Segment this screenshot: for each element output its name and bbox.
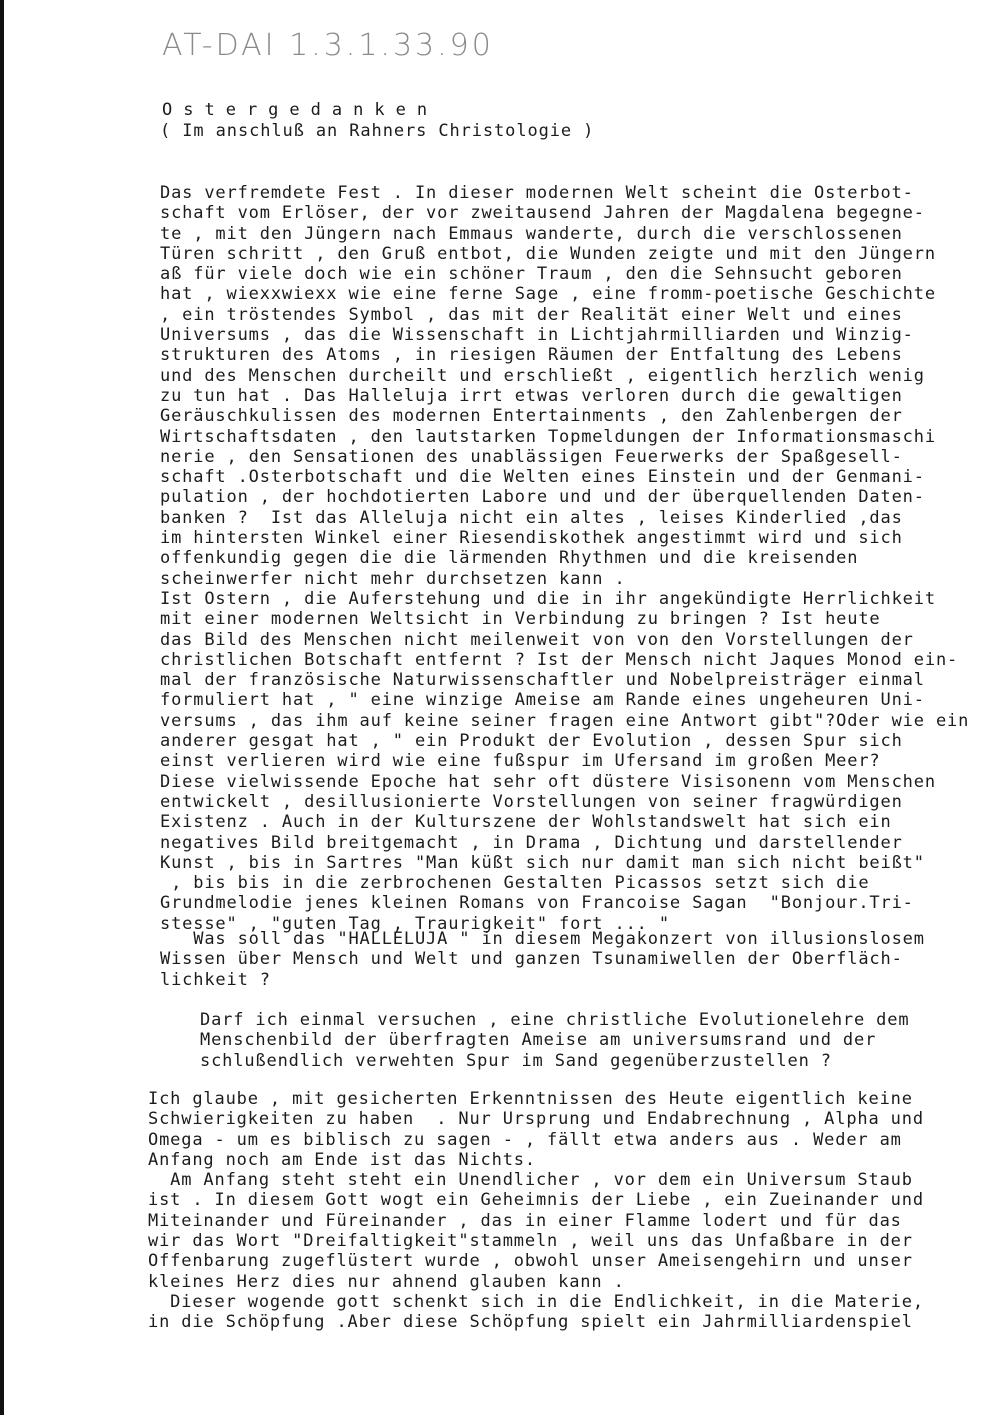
text-line: anderer gesgat hat , " ein Produkt der Evolution , dessen Spur sich bbox=[160, 731, 903, 752]
text-line: Menschenbild der überfragten Ameise am universumsrand und der bbox=[200, 1030, 877, 1051]
text-line: mal der französische Naturwissenschaftler und Nobelpreisträger einmal bbox=[160, 670, 925, 691]
text-line: Darf ich einmal versuchen , eine christliche Evolutionelehre dem bbox=[200, 1010, 910, 1030]
text-line: Offenbarung zugeflüstert wurde , obwohl unser Ameisengehirn und unser bbox=[148, 1251, 913, 1272]
text-line: entwickelt , desillusionierte Vorstellungen von seiner fragwürdigen bbox=[160, 791, 903, 812]
text-line: Existenz . Auch in der Kulturszene der Wohlstandswelt hat sich ein bbox=[160, 812, 892, 833]
text-line: schlußendlich verwehten Spur im Sand gegenüberzustellen ? bbox=[200, 1050, 832, 1071]
text-line: schaft vom Erlöser, der vor zweitausend Jahren der Magdalena begegne- bbox=[160, 203, 925, 224]
text-line: ist . In diesem Gott wogt ein Geheimnis der Liebe , ein Zueinander und bbox=[148, 1190, 924, 1211]
text-line: Omega - um es biblisch zu sagen - , fällt etwa anders aus . Weder am bbox=[148, 1129, 902, 1150]
paragraph-halleluja bbox=[160, 929, 925, 990]
text-line: Wirtschaftsdaten , den lautstarken Topmeldungen der Informationsmaschi bbox=[160, 426, 936, 447]
text-line: Universums , das die Wissenschaft in Lichtjahrmilliarden und Winzig- bbox=[160, 325, 914, 346]
text-line: und des Menschen durcheilt und erschließt , eigentlich herzlich wenig bbox=[160, 365, 925, 386]
text-line: Anfang noch am Ende ist das Nichts. bbox=[148, 1149, 536, 1170]
text-line: , ein tröstendes Symbol , das mit der Realität einer Welt und eines bbox=[160, 304, 903, 325]
page-title: Ostergedanken bbox=[162, 100, 439, 120]
text-line: im hintersten Winkel einer Riesendiskothek angestimmt wird und sich bbox=[160, 528, 903, 549]
scan-edge bbox=[0, 0, 4, 1415]
text-line: stesse" , "guten Tag , Traurigkeit" fort ... " bbox=[160, 913, 670, 934]
text-line: Ich glaube , mit gesicherten Erkenntnissen des Heute eigentlich keine bbox=[148, 1089, 913, 1109]
text-line: Am Anfang steht steht ein Unendlicher , vor dem ein Universum Staub bbox=[148, 1170, 913, 1191]
archive-id-stamp: AT-DAI 1.3.1.33.90 bbox=[162, 28, 494, 63]
text-line: hat , wiexxwiexx wie eine ferne Sage , eine fromm-poetische Geschichte bbox=[160, 284, 936, 305]
text-line: Grundmelodie jenes kleinen Romans von Francoise Sagan "Bonjour.Tri- bbox=[160, 893, 914, 914]
text-line: Türen schritt , den Gruß entbot, die Wunden zeigte und mit den Jüngern bbox=[160, 243, 936, 264]
text-line: schaft .Osterbotschaft und die Welten eines Einstein und der Genmani- bbox=[160, 467, 925, 488]
page-subtitle: ( Im anschluß an Rahners Christologie ) bbox=[160, 121, 595, 141]
text-line: Miteinander und Füreinander , das in einer Flamme lodert und für das bbox=[148, 1210, 902, 1231]
text-line: formuliert hat , " eine winzige Ameise am Rande eines ungeheuren Uni- bbox=[160, 690, 925, 711]
text-line: Das verfremdete Fest . In dieser modernen Welt scheint die Osterbot- bbox=[160, 183, 914, 203]
text-line: Wissen über Mensch und Welt und ganzen Tsunamiwellen der Oberfläch- bbox=[160, 949, 903, 970]
text-line: Kunst , bis in Sartres "Man küßt sich nur damit man sich nicht beißt" bbox=[160, 852, 925, 873]
text-line: in die Schöpfung .Aber diese Schöpfung spielt ein Jahrmilliardenspiel bbox=[148, 1312, 913, 1333]
paragraph-belief bbox=[148, 1089, 924, 1333]
text-line: pulation , der hochdotierten Labore und und der überquellenden Daten- bbox=[160, 487, 925, 508]
text-line: versums , das ihm auf keine seiner fragen eine Antwort gibt"?Oder wie ein bbox=[160, 710, 970, 731]
text-line: , bis bis in die zerbrochenen Gestalten Picassos setzt sich die bbox=[160, 873, 870, 894]
text-line: wir das Wort "Dreifaltigkeit"stammeln , weil uns das Unfaßbare in der bbox=[148, 1231, 913, 1252]
text-line: lichkeit ? bbox=[160, 969, 271, 990]
text-line: mit einer modernen Weltsicht in Verbindung zu bringen ? Ist heute bbox=[160, 609, 881, 630]
text-line: scheinwerfer nicht mehr durchsetzen kann . bbox=[160, 568, 626, 589]
text-line: negatives Bild breitgemacht , in Drama , Dichtung und darstellender bbox=[160, 832, 903, 853]
text-line: zu tun hat . Das Halleluja irrt etwas verloren durch die gewaltigen bbox=[160, 385, 903, 406]
text-line: offenkundig gegen die die lärmenden Rhythmen und die kreisenden bbox=[160, 548, 859, 569]
text-line: Diese vielwissende Epoche hat sehr oft düstere Visisonenn vom Menschen bbox=[160, 771, 936, 792]
text-line: nerie , den Sensationen des unablässigen Feuerwerks der Spaßgesell- bbox=[160, 446, 903, 467]
text-line: Dieser wogende gott schenkt sich in die Endlichkeit, in die Materie, bbox=[148, 1291, 924, 1312]
text-line: christlichen Botschaft entfernt ? Ist der Mensch nicht Jaques Monod ein- bbox=[160, 649, 959, 670]
text-line: Geräuschkulissen des modernen Entertainments , den Zahlenbergen der bbox=[160, 406, 903, 427]
text-line: aß für viele doch wie ein schöner Traum , den die Sehnsucht geboren bbox=[160, 264, 903, 285]
paragraph-intro bbox=[160, 183, 969, 934]
text-line: banken ? Ist das Alleluja nicht ein altes , leises Kinderlied ,das bbox=[160, 507, 903, 528]
text-line: Was soll das "HALLELUJA " in diesem Megakonzert von illusionslosem bbox=[160, 929, 925, 949]
text-line: te , mit den Jüngern nach Emmaus wanderte, durch die verschlossenen bbox=[160, 223, 903, 244]
text-line: strukturen des Atoms , in riesigen Räumen der Entfaltung des Lebens bbox=[160, 345, 903, 366]
text-line: Ist Ostern , die Auferstehung und die in ihr angekündigte Herrlichkeit bbox=[160, 588, 936, 609]
text-line: das Bild des Menschen nicht meilenweit von von den Vorstellungen der bbox=[160, 629, 914, 650]
text-line: einst verlieren wird wie eine fußspur im Ufersand im großen Meer? bbox=[160, 751, 881, 772]
paragraph-question bbox=[200, 1010, 909, 1071]
text-line: kleines Herz dies nur ahnend glauben kann . bbox=[148, 1271, 625, 1292]
text-line: Schwierigkeiten zu haben . Nur Ursprung und Endabrechnung , Alpha und bbox=[148, 1109, 924, 1130]
